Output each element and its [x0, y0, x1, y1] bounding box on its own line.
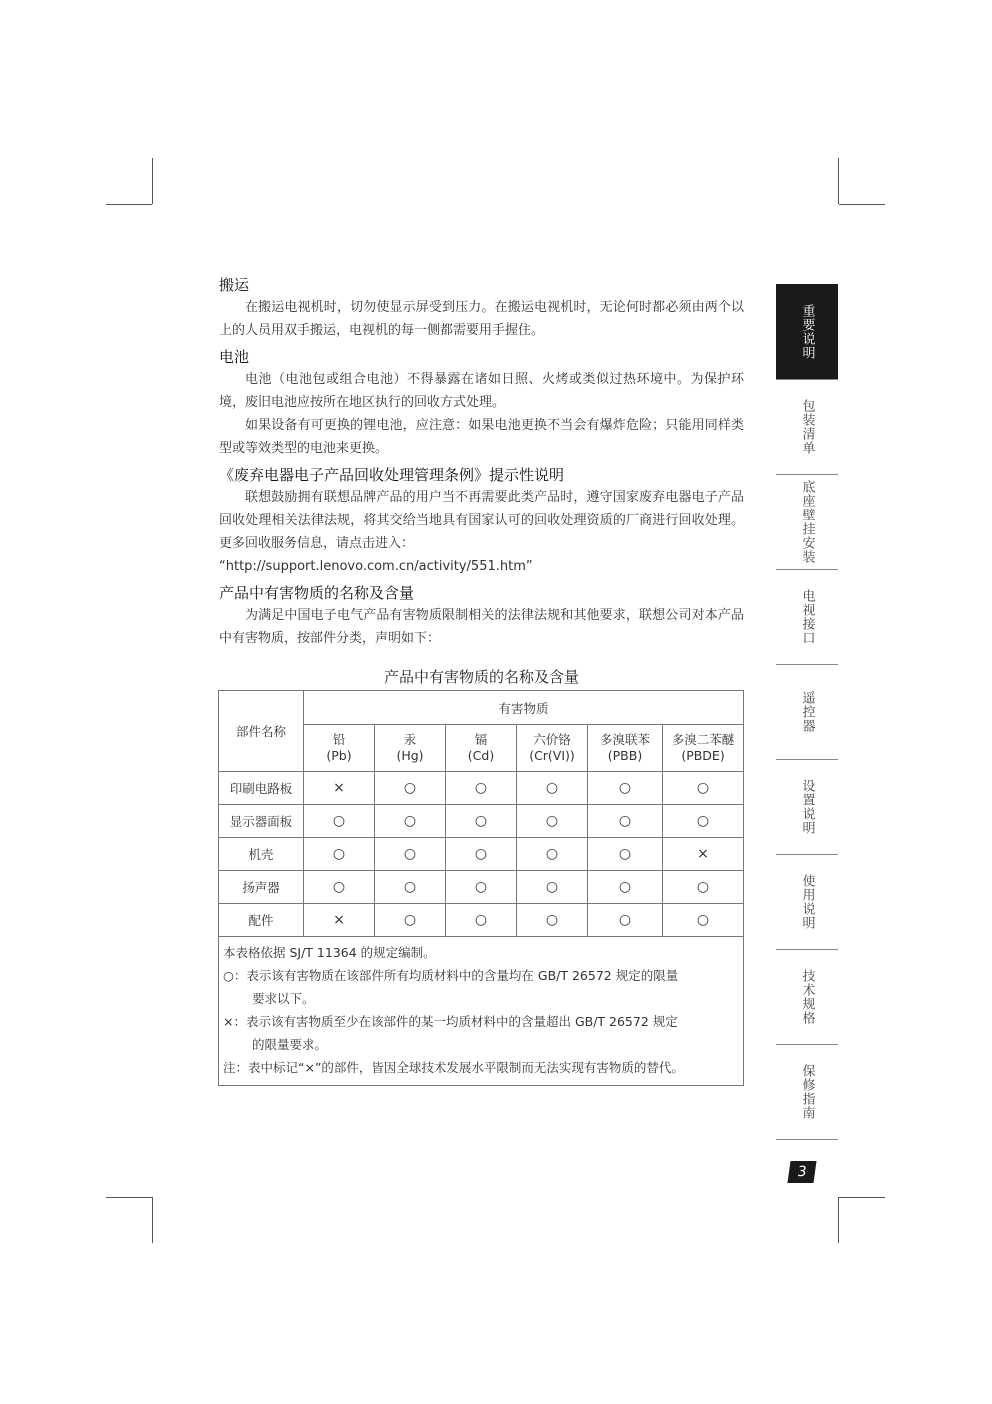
substance-mark: ○	[663, 904, 744, 937]
battery-paragraph-1: 电池（电池包或组合电池）不得暴露在诸如日照、火烤或类似过热环境中。为保护环境，废旧电池应按所在地区执行的回收方式处理。	[219, 372, 744, 410]
substance-mark: ○	[446, 871, 517, 904]
tab-setup-guide[interactable]	[776, 760, 838, 855]
table-row	[219, 805, 744, 838]
substance-mark: ○	[588, 805, 663, 838]
substance-mark: ○	[588, 772, 663, 805]
table-row	[219, 838, 744, 871]
substance-mark: ○	[588, 871, 663, 904]
tab-package-list[interactable]	[776, 380, 838, 475]
substance-header	[375, 725, 446, 772]
substance-mark: ○	[446, 805, 517, 838]
crop-mark	[152, 158, 153, 204]
part-name: 扬声器	[219, 871, 304, 904]
crop-mark	[152, 1197, 153, 1243]
substance-header	[304, 725, 375, 772]
side-tabs	[776, 284, 838, 1140]
substance-name: 镉	[474, 732, 488, 747]
moving-heading: 搬运	[219, 276, 250, 294]
crop-mark	[838, 1197, 839, 1243]
substance-mark: ○	[446, 904, 517, 937]
note-circle-continued: 要求以下。	[252, 991, 315, 1006]
substance-mark: ○	[446, 838, 517, 871]
substance-mark: ×	[304, 904, 375, 937]
tab-label: 保修指南	[799, 1064, 815, 1120]
substance-header	[517, 725, 588, 772]
crop-mark	[839, 1197, 885, 1198]
substance-group-header: 有害物质	[304, 691, 744, 725]
tab-specifications[interactable]	[776, 950, 838, 1045]
substance-mark: ○	[304, 871, 375, 904]
substance-mark: ○	[663, 805, 744, 838]
substance-name: 汞	[403, 732, 417, 747]
part-name: 机壳	[219, 838, 304, 871]
hazardous-heading: 产品中有害物质的名称及含量	[219, 584, 415, 602]
substance-symbol: (Cd)	[467, 748, 495, 763]
recycling-paragraph: 联想鼓励拥有联想品牌产品的用户当不再需要此类产品时，遵守国家废弃电器电子产品回收处理相关法律法规，将其交给当地具有国家认可的回收处理资质的厂商进行回收处理。更多回收服务信息，请点击进入：	[219, 490, 744, 551]
substance-header	[446, 725, 517, 772]
tab-label: 设置说明	[799, 779, 815, 835]
substance-mark: ○	[375, 772, 446, 805]
note-cross-continued: 的限量要求。	[252, 1037, 328, 1052]
main-content	[219, 274, 744, 650]
substance-mark: ○	[663, 772, 744, 805]
tab-label: 重要说明	[799, 303, 815, 360]
substance-mark: ○	[517, 871, 588, 904]
substance-mark: ○	[375, 805, 446, 838]
substance-mark: ×	[663, 838, 744, 871]
substance-header	[663, 725, 744, 772]
crop-mark	[106, 204, 152, 205]
table-notes	[219, 937, 744, 1086]
page-number: 3	[787, 1161, 816, 1183]
substance-mark: ○	[375, 904, 446, 937]
battery-heading: 电池	[219, 348, 250, 366]
part-name: 显示器面板	[219, 805, 304, 838]
substance-mark: ×	[304, 772, 375, 805]
part-name: 配件	[219, 904, 304, 937]
substance-name: 多溴联苯	[599, 732, 650, 747]
substance-symbol: (Pb)	[326, 748, 352, 763]
recycling-heading: 《废弃电器电子产品回收处理管理条例》提示性说明	[219, 466, 565, 484]
substance-mark: ○	[446, 772, 517, 805]
crop-mark	[838, 158, 839, 204]
crop-mark	[839, 204, 885, 205]
substance-symbol: (Hg)	[396, 748, 424, 763]
table-title: 产品中有害物质的名称及含量	[383, 668, 579, 686]
part-name-header: 部件名称	[219, 691, 304, 772]
substance-name: 铅	[332, 732, 346, 747]
battery-paragraph-2: 如果设备有可更换的锂电池，应注意：如果电池更换不当会有爆炸危险；只能用同样类型或等效类型的电池来更换。	[219, 418, 744, 456]
substance-mark: ○	[304, 805, 375, 838]
crop-mark	[106, 1197, 152, 1198]
substance-name: 六价铬	[533, 732, 571, 747]
tab-tv-interfaces[interactable]	[776, 570, 838, 665]
tab-usage-guide[interactable]	[776, 855, 838, 950]
substance-mark: ○	[588, 838, 663, 871]
note-footnote: 注：表中标记“×”的部件，皆因全球技术发展水平限制而无法实现有害物质的替代。	[223, 1060, 684, 1075]
hazardous-paragraph: 为满足中国电子电气产品有害物质限制相关的法律法规和其他要求，联想公司对本产品中有害物质，按部件分类，声明如下：	[219, 608, 744, 646]
tab-label: 包装清单	[799, 399, 815, 455]
substance-symbol: (PBB)	[607, 748, 643, 763]
note-circle: ○：表示该有害物质在该部件所有均质材料中的含量均在 GB/T 26572 规定的限量	[223, 968, 679, 983]
tab-label: 电视接口	[799, 589, 815, 645]
substance-mark: ○	[375, 871, 446, 904]
tab-stand-wall-mount[interactable]	[776, 475, 838, 570]
substance-mark: ○	[517, 772, 588, 805]
substance-symbol: (Cr(VI))	[529, 748, 575, 763]
table-row	[219, 871, 744, 904]
substance-name: 多溴二苯醚	[671, 732, 735, 747]
substance-mark: ○	[517, 838, 588, 871]
substance-mark: ○	[304, 838, 375, 871]
substance-mark: ○	[588, 904, 663, 937]
substance-mark: ○	[663, 871, 744, 904]
part-name: 印刷电路板	[219, 772, 304, 805]
tab-important-notes[interactable]	[776, 284, 838, 380]
tab-label: 底座壁挂安装	[799, 480, 815, 564]
tab-label: 使用说明	[799, 874, 815, 930]
hazardous-substance-table	[218, 690, 744, 1086]
moving-paragraph: 在搬运电视机时，切勿使显示屏受到压力。在搬运电视机时，无论何时都必须由两个以上的人员用双手搬运，电视机的每一侧都需要用手握住。	[219, 300, 744, 338]
note-basis: 本表格依据 SJ/T 11364 的规定编制。	[223, 945, 436, 960]
substance-symbol: (PBDE)	[681, 748, 725, 763]
recycling-url[interactable]: “http://support.lenovo.com.cn/activity/551.htm”	[219, 559, 533, 574]
tab-warranty-guide[interactable]	[776, 1045, 838, 1140]
tab-remote-control[interactable]	[776, 665, 838, 760]
substance-mark: ○	[375, 838, 446, 871]
substance-mark: ○	[517, 805, 588, 838]
substance-header	[588, 725, 663, 772]
tab-label: 遥控器	[799, 691, 815, 733]
note-cross: ×：表示该有害物质至少在该部件的某一均质材料中的含量超出 GB/T 26572 规定	[223, 1014, 678, 1029]
table-row	[219, 772, 744, 805]
table-row	[219, 904, 744, 937]
substance-mark: ○	[517, 904, 588, 937]
tab-label: 技术规格	[799, 969, 815, 1025]
